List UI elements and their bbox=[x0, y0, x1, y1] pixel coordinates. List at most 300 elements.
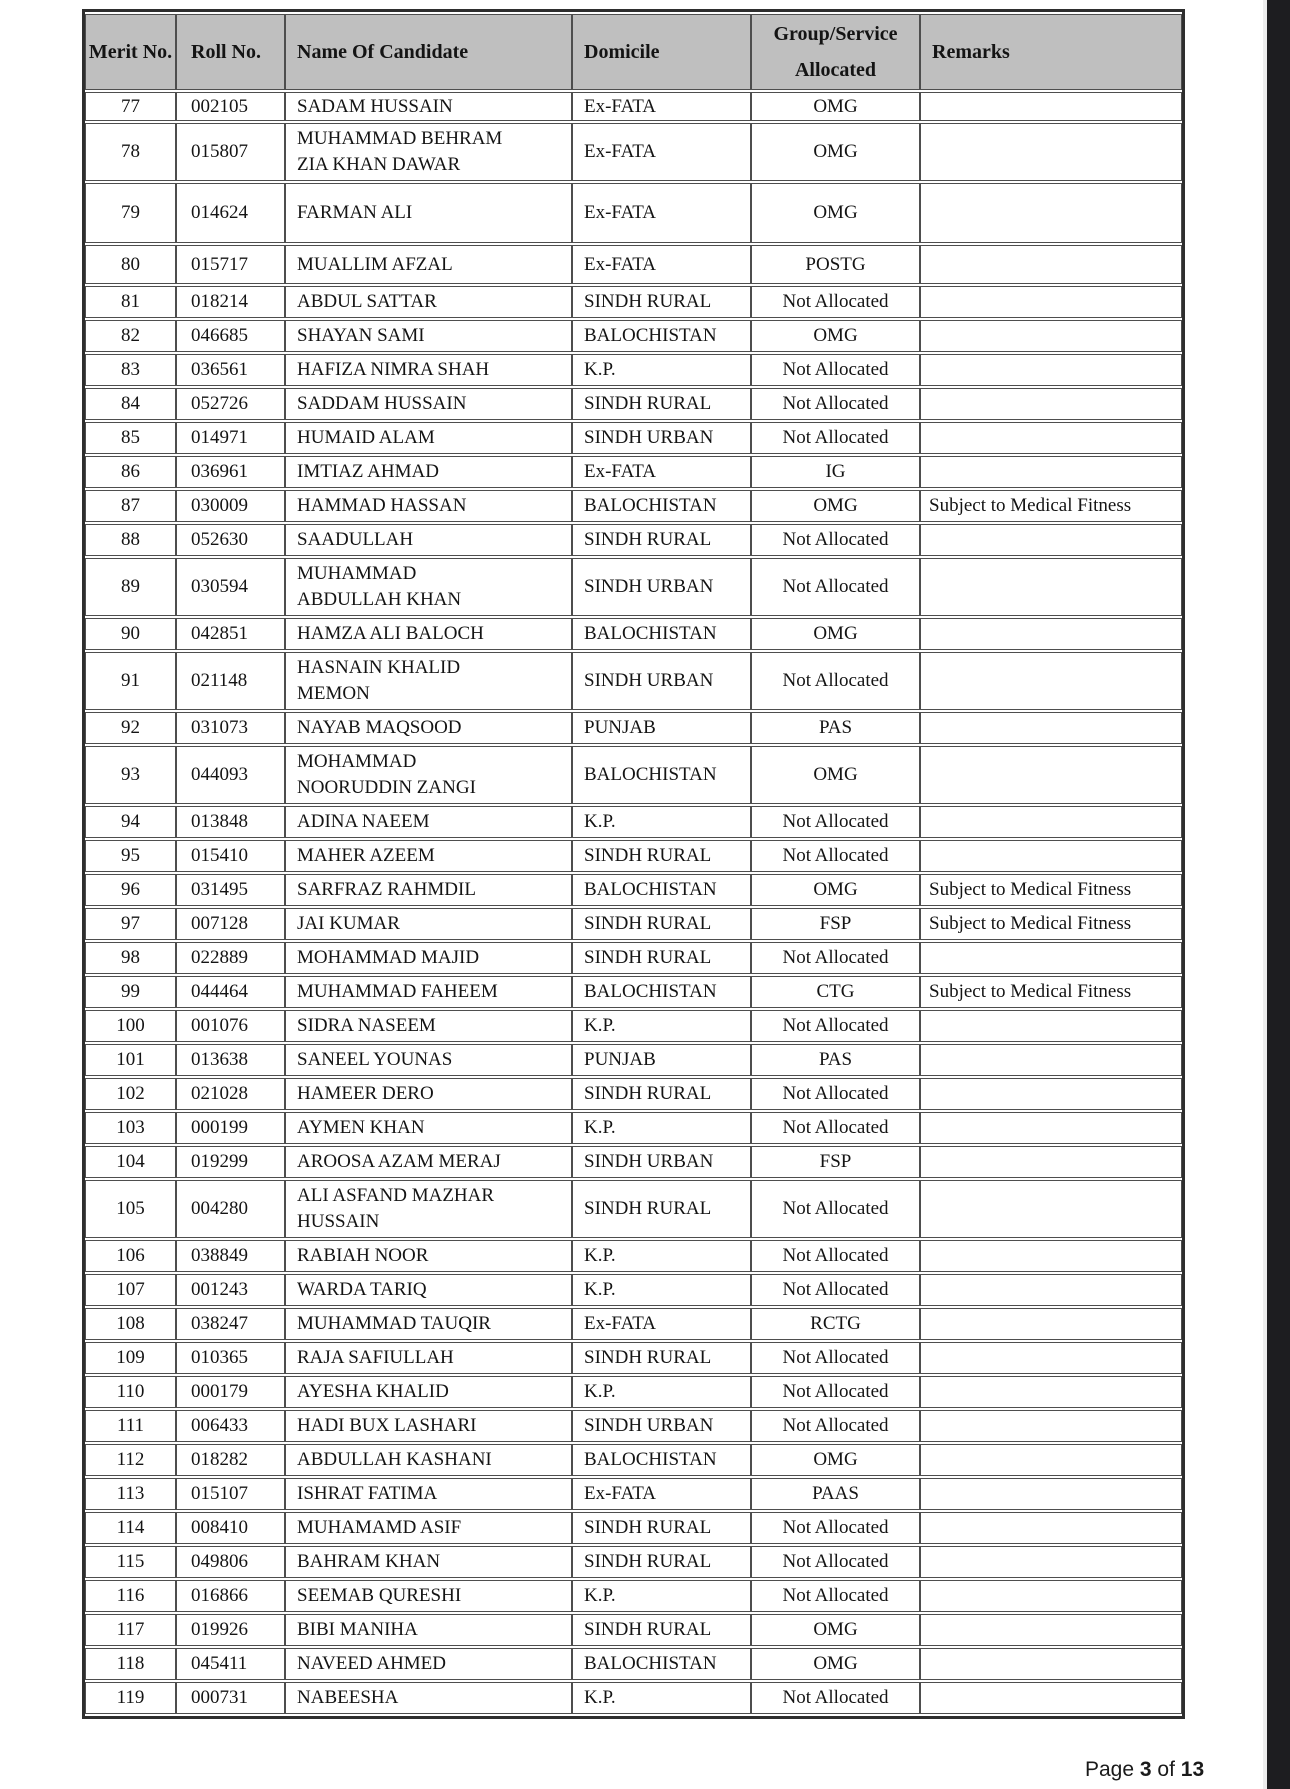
merit-cell: 119 bbox=[85, 1682, 176, 1714]
merit-cell: 99 bbox=[85, 976, 176, 1008]
group-cell: Not Allocated bbox=[751, 1376, 920, 1408]
domicile-cell: Ex-FATA bbox=[572, 1308, 751, 1340]
group-cell: OMG bbox=[751, 490, 920, 522]
domicile-cell: K.P. bbox=[572, 354, 751, 386]
name-cell: MUHAMAMD ASIF bbox=[285, 1512, 572, 1544]
column-header-group: Group/Service Allocated bbox=[751, 14, 920, 90]
table-row bbox=[85, 1010, 1182, 1042]
roll-cell: 021148 bbox=[176, 652, 285, 710]
domicile-cell: BALOCHISTAN bbox=[572, 976, 751, 1008]
domicile-cell: SINDH RURAL bbox=[572, 942, 751, 974]
table-row bbox=[85, 1478, 1182, 1510]
roll-cell: 010365 bbox=[176, 1342, 285, 1374]
group-cell: PAAS bbox=[751, 1478, 920, 1510]
domicile-cell: K.P. bbox=[572, 1682, 751, 1714]
name-cell: HASNAIN KHALID MEMON bbox=[285, 652, 572, 710]
domicile-cell: SINDH RURAL bbox=[572, 1546, 751, 1578]
domicile-cell: PUNJAB bbox=[572, 712, 751, 744]
domicile-cell: SINDH URBAN bbox=[572, 1410, 751, 1442]
table-row bbox=[85, 1546, 1182, 1578]
remarks-cell bbox=[920, 1648, 1182, 1680]
name-cell: HAMMAD HASSAN bbox=[285, 490, 572, 522]
name-cell: SEEMAB QURESHI bbox=[285, 1580, 572, 1612]
merit-cell: 93 bbox=[85, 746, 176, 804]
roll-cell: 016866 bbox=[176, 1580, 285, 1612]
domicile-cell: SINDH RURAL bbox=[572, 1512, 751, 1544]
table-row bbox=[85, 806, 1182, 838]
group-cell: OMG bbox=[751, 320, 920, 352]
group-cell: Not Allocated bbox=[751, 558, 920, 616]
group-cell: OMG bbox=[751, 1614, 920, 1646]
name-cell: SAADULLAH bbox=[285, 524, 572, 556]
roll-cell: 015807 bbox=[176, 123, 285, 181]
group-cell: FSP bbox=[751, 908, 920, 940]
of-label: of bbox=[1157, 1758, 1175, 1781]
domicile-cell: Ex-FATA bbox=[572, 456, 751, 488]
domicile-cell: BALOCHISTAN bbox=[572, 1444, 751, 1476]
domicile-cell: SINDH RURAL bbox=[572, 524, 751, 556]
domicile-cell: K.P. bbox=[572, 1376, 751, 1408]
merit-cell: 117 bbox=[85, 1614, 176, 1646]
name-cell: BIBI MANIHA bbox=[285, 1614, 572, 1646]
domicile-cell: Ex-FATA bbox=[572, 1478, 751, 1510]
table-row bbox=[85, 1180, 1182, 1238]
group-cell: Not Allocated bbox=[751, 1240, 920, 1272]
table-row bbox=[85, 1240, 1182, 1272]
roll-cell: 036561 bbox=[176, 354, 285, 386]
table-row bbox=[85, 1444, 1182, 1476]
remarks-cell bbox=[920, 286, 1182, 318]
table-row bbox=[85, 558, 1182, 616]
remarks-cell bbox=[920, 1444, 1182, 1476]
remarks-cell bbox=[920, 1044, 1182, 1076]
merit-cell: 102 bbox=[85, 1078, 176, 1110]
name-cell: MOHAMMAD NOORUDDIN ZANGI bbox=[285, 746, 572, 804]
group-cell: OMG bbox=[751, 1648, 920, 1680]
name-cell: FARMAN ALI bbox=[285, 183, 572, 243]
remarks-cell bbox=[920, 942, 1182, 974]
group-cell: PAS bbox=[751, 712, 920, 744]
name-cell: MUHAMMAD BEHRAM ZIA KHAN DAWAR bbox=[285, 123, 572, 181]
remarks-cell bbox=[920, 1376, 1182, 1408]
domicile-cell: Ex-FATA bbox=[572, 123, 751, 181]
table-row bbox=[85, 92, 1182, 121]
merit-cell: 94 bbox=[85, 806, 176, 838]
name-cell: MOHAMMAD MAJID bbox=[285, 942, 572, 974]
merit-cell: 92 bbox=[85, 712, 176, 744]
group-cell: OMG bbox=[751, 123, 920, 181]
remarks-cell bbox=[920, 1180, 1182, 1238]
remarks-cell bbox=[920, 1512, 1182, 1544]
merit-cell: 82 bbox=[85, 320, 176, 352]
remarks-cell bbox=[920, 422, 1182, 454]
domicile-cell: Ex-FATA bbox=[572, 92, 751, 121]
remarks-cell bbox=[920, 806, 1182, 838]
table-row bbox=[85, 1342, 1182, 1374]
group-cell: Not Allocated bbox=[751, 388, 920, 420]
table-row bbox=[85, 1512, 1182, 1544]
domicile-cell: SINDH RURAL bbox=[572, 840, 751, 872]
domicile-cell: SINDH URBAN bbox=[572, 652, 751, 710]
remarks-cell: Subject to Medical Fitness bbox=[920, 976, 1182, 1008]
column-header-merit: Merit No. bbox=[85, 14, 176, 90]
roll-cell: 015410 bbox=[176, 840, 285, 872]
domicile-cell: BALOCHISTAN bbox=[572, 320, 751, 352]
merit-cell: 108 bbox=[85, 1308, 176, 1340]
domicile-cell: K.P. bbox=[572, 1010, 751, 1042]
merit-cell: 90 bbox=[85, 618, 176, 650]
roll-cell: 030009 bbox=[176, 490, 285, 522]
table-row bbox=[85, 1614, 1182, 1646]
domicile-cell: BALOCHISTAN bbox=[572, 1648, 751, 1680]
name-cell: SIDRA NASEEM bbox=[285, 1010, 572, 1042]
roll-cell: 030594 bbox=[176, 558, 285, 616]
group-cell: Not Allocated bbox=[751, 354, 920, 386]
roll-cell: 004280 bbox=[176, 1180, 285, 1238]
table-row bbox=[85, 456, 1182, 488]
remarks-cell bbox=[920, 840, 1182, 872]
remarks-cell: Subject to Medical Fitness bbox=[920, 908, 1182, 940]
domicile-cell: SINDH URBAN bbox=[572, 558, 751, 616]
name-cell: SANEEL YOUNAS bbox=[285, 1044, 572, 1076]
domicile-cell: BALOCHISTAN bbox=[572, 874, 751, 906]
group-cell: FSP bbox=[751, 1146, 920, 1178]
roll-cell: 022889 bbox=[176, 942, 285, 974]
remarks-cell bbox=[920, 1682, 1182, 1714]
roll-cell: 002105 bbox=[176, 92, 285, 121]
remarks-cell bbox=[920, 1078, 1182, 1110]
group-cell: CTG bbox=[751, 976, 920, 1008]
group-cell: PAS bbox=[751, 1044, 920, 1076]
remarks-cell bbox=[920, 92, 1182, 121]
merit-cell: 106 bbox=[85, 1240, 176, 1272]
roll-cell: 018214 bbox=[176, 286, 285, 318]
remarks-cell bbox=[920, 1010, 1182, 1042]
remarks-cell bbox=[920, 1308, 1182, 1340]
column-header-name: Name Of Candidate bbox=[285, 14, 572, 90]
domicile-cell: SINDH URBAN bbox=[572, 422, 751, 454]
group-cell: RCTG bbox=[751, 1308, 920, 1340]
roll-cell: 015107 bbox=[176, 1478, 285, 1510]
table-header-row bbox=[85, 14, 1182, 90]
roll-cell: 031495 bbox=[176, 874, 285, 906]
roll-cell: 044464 bbox=[176, 976, 285, 1008]
name-cell: NAYAB MAQSOOD bbox=[285, 712, 572, 744]
roll-cell: 014624 bbox=[176, 183, 285, 243]
roll-cell: 014971 bbox=[176, 422, 285, 454]
name-cell: JAI KUMAR bbox=[285, 908, 572, 940]
table-row bbox=[85, 183, 1182, 243]
remarks-cell bbox=[920, 652, 1182, 710]
page-number: 3 bbox=[1139, 1758, 1152, 1781]
merit-cell: 79 bbox=[85, 183, 176, 243]
remarks-cell bbox=[920, 1112, 1182, 1144]
roll-cell: 013638 bbox=[176, 1044, 285, 1076]
table-row bbox=[85, 874, 1182, 906]
merit-cell: 103 bbox=[85, 1112, 176, 1144]
merit-cell: 83 bbox=[85, 354, 176, 386]
roll-cell: 000179 bbox=[176, 1376, 285, 1408]
merit-cell: 116 bbox=[85, 1580, 176, 1612]
merit-cell: 95 bbox=[85, 840, 176, 872]
merit-cell: 88 bbox=[85, 524, 176, 556]
table-row bbox=[85, 320, 1182, 352]
merit-cell: 115 bbox=[85, 1546, 176, 1578]
roll-cell: 001076 bbox=[176, 1010, 285, 1042]
table-row bbox=[85, 1146, 1182, 1178]
name-cell: HAFIZA NIMRA SHAH bbox=[285, 354, 572, 386]
roll-cell: 013848 bbox=[176, 806, 285, 838]
roll-cell: 019299 bbox=[176, 1146, 285, 1178]
domicile-cell: K.P. bbox=[572, 1274, 751, 1306]
merit-cell: 113 bbox=[85, 1478, 176, 1510]
name-cell: BAHRAM KHAN bbox=[285, 1546, 572, 1578]
table-row bbox=[85, 388, 1182, 420]
name-cell: SADAM HUSSAIN bbox=[285, 92, 572, 121]
remarks-cell bbox=[920, 618, 1182, 650]
table-row bbox=[85, 1648, 1182, 1680]
table-row bbox=[85, 286, 1182, 318]
merit-cell: 98 bbox=[85, 942, 176, 974]
table-row bbox=[85, 746, 1182, 804]
roll-cell: 046685 bbox=[176, 320, 285, 352]
remarks-cell bbox=[920, 1580, 1182, 1612]
column-header-roll: Roll No. bbox=[176, 14, 285, 90]
group-cell: Not Allocated bbox=[751, 840, 920, 872]
merit-cell: 97 bbox=[85, 908, 176, 940]
roll-cell: 006433 bbox=[176, 1410, 285, 1442]
merit-cell: 87 bbox=[85, 490, 176, 522]
roll-cell: 018282 bbox=[176, 1444, 285, 1476]
table-row bbox=[85, 354, 1182, 386]
table-row bbox=[85, 245, 1182, 284]
remarks-cell bbox=[920, 712, 1182, 744]
merit-cell: 85 bbox=[85, 422, 176, 454]
merit-cell: 100 bbox=[85, 1010, 176, 1042]
table-row bbox=[85, 524, 1182, 556]
name-cell: MUHAMMAD ABDULLAH KHAN bbox=[285, 558, 572, 616]
table-row bbox=[85, 1376, 1182, 1408]
domicile-cell: Ex-FATA bbox=[572, 245, 751, 284]
table-row bbox=[85, 1274, 1182, 1306]
merit-cell: 107 bbox=[85, 1274, 176, 1306]
group-cell: OMG bbox=[751, 92, 920, 121]
merit-cell: 110 bbox=[85, 1376, 176, 1408]
table-row bbox=[85, 652, 1182, 710]
table-row bbox=[85, 1682, 1182, 1714]
domicile-cell: K.P. bbox=[572, 806, 751, 838]
viewer-background-strip bbox=[1267, 0, 1290, 1789]
merit-cell: 111 bbox=[85, 1410, 176, 1442]
remarks-cell bbox=[920, 558, 1182, 616]
name-cell: SARFRAZ RAHMDIL bbox=[285, 874, 572, 906]
group-cell: Not Allocated bbox=[751, 1546, 920, 1578]
group-cell: Not Allocated bbox=[751, 286, 920, 318]
table-row bbox=[85, 618, 1182, 650]
merit-cell: 80 bbox=[85, 245, 176, 284]
group-cell: Not Allocated bbox=[751, 1580, 920, 1612]
table-row bbox=[85, 422, 1182, 454]
merit-list-table bbox=[82, 9, 1185, 1719]
group-cell: Not Allocated bbox=[751, 1180, 920, 1238]
domicile-cell: SINDH RURAL bbox=[572, 908, 751, 940]
name-cell: AYMEN KHAN bbox=[285, 1112, 572, 1144]
name-cell: AYESHA KHALID bbox=[285, 1376, 572, 1408]
domicile-cell: BALOCHISTAN bbox=[572, 746, 751, 804]
roll-cell: 038849 bbox=[176, 1240, 285, 1272]
group-cell: Not Allocated bbox=[751, 1512, 920, 1544]
domicile-cell: SINDH RURAL bbox=[572, 388, 751, 420]
roll-cell: 019926 bbox=[176, 1614, 285, 1646]
name-cell: RABIAH NOOR bbox=[285, 1240, 572, 1272]
group-cell: OMG bbox=[751, 618, 920, 650]
domicile-cell: BALOCHISTAN bbox=[572, 490, 751, 522]
remarks-cell bbox=[920, 1342, 1182, 1374]
group-cell: Not Allocated bbox=[751, 652, 920, 710]
domicile-cell: SINDH RURAL bbox=[572, 1078, 751, 1110]
name-cell: HAMEER DERO bbox=[285, 1078, 572, 1110]
merit-cell: 112 bbox=[85, 1444, 176, 1476]
group-cell: Not Allocated bbox=[751, 1078, 920, 1110]
domicile-cell: BALOCHISTAN bbox=[572, 618, 751, 650]
remarks-cell bbox=[920, 1274, 1182, 1306]
table-row bbox=[85, 908, 1182, 940]
page-footer bbox=[1085, 1758, 1204, 1782]
remarks-cell bbox=[920, 1240, 1182, 1272]
remarks-cell bbox=[920, 1146, 1182, 1178]
group-cell: IG bbox=[751, 456, 920, 488]
domicile-cell: K.P. bbox=[572, 1112, 751, 1144]
name-cell: ADINA NAEEM bbox=[285, 806, 572, 838]
roll-cell: 008410 bbox=[176, 1512, 285, 1544]
roll-cell: 021028 bbox=[176, 1078, 285, 1110]
domicile-cell: K.P. bbox=[572, 1580, 751, 1612]
group-cell: Not Allocated bbox=[751, 1010, 920, 1042]
domicile-cell: SINDH RURAL bbox=[572, 1342, 751, 1374]
page-label: Page bbox=[1085, 1758, 1135, 1781]
domicile-cell: PUNJAB bbox=[572, 1044, 751, 1076]
column-header-remarks: Remarks bbox=[920, 14, 1182, 90]
remarks-cell bbox=[920, 320, 1182, 352]
name-cell: MAHER AZEEM bbox=[285, 840, 572, 872]
group-cell: Not Allocated bbox=[751, 422, 920, 454]
name-cell: HADI BUX LASHARI bbox=[285, 1410, 572, 1442]
merit-cell: 89 bbox=[85, 558, 176, 616]
table-row bbox=[85, 712, 1182, 744]
name-cell: SHAYAN SAMI bbox=[285, 320, 572, 352]
name-cell: AROOSA AZAM MERAJ bbox=[285, 1146, 572, 1178]
merit-cell: 118 bbox=[85, 1648, 176, 1680]
domicile-cell: Ex-FATA bbox=[572, 183, 751, 243]
table-row bbox=[85, 976, 1182, 1008]
name-cell: MUHAMMAD FAHEEM bbox=[285, 976, 572, 1008]
remarks-cell bbox=[920, 524, 1182, 556]
roll-cell: 007128 bbox=[176, 908, 285, 940]
remarks-cell bbox=[920, 354, 1182, 386]
remarks-cell bbox=[920, 1546, 1182, 1578]
table-row bbox=[85, 1308, 1182, 1340]
merit-cell: 109 bbox=[85, 1342, 176, 1374]
table-row bbox=[85, 942, 1182, 974]
remarks-cell: Subject to Medical Fitness bbox=[920, 490, 1182, 522]
roll-cell: 031073 bbox=[176, 712, 285, 744]
roll-cell: 052630 bbox=[176, 524, 285, 556]
merit-cell: 96 bbox=[85, 874, 176, 906]
name-cell: IMTIAZ AHMAD bbox=[285, 456, 572, 488]
remarks-cell bbox=[920, 245, 1182, 284]
group-cell: Not Allocated bbox=[751, 1112, 920, 1144]
group-cell: Not Allocated bbox=[751, 1410, 920, 1442]
domicile-cell: SINDH RURAL bbox=[572, 286, 751, 318]
roll-cell: 000199 bbox=[176, 1112, 285, 1144]
roll-cell: 000731 bbox=[176, 1682, 285, 1714]
merit-cell: 86 bbox=[85, 456, 176, 488]
merit-cell: 78 bbox=[85, 123, 176, 181]
remarks-cell bbox=[920, 1614, 1182, 1646]
name-cell: ALI ASFAND MAZHAR HUSSAIN bbox=[285, 1180, 572, 1238]
table-row bbox=[85, 1410, 1182, 1442]
remarks-cell bbox=[920, 123, 1182, 181]
table-row bbox=[85, 490, 1182, 522]
merit-cell: 91 bbox=[85, 652, 176, 710]
remarks-cell bbox=[920, 456, 1182, 488]
group-cell: Not Allocated bbox=[751, 1342, 920, 1374]
remarks-cell bbox=[920, 746, 1182, 804]
roll-cell: 044093 bbox=[176, 746, 285, 804]
table-row bbox=[85, 1078, 1182, 1110]
merit-cell: 84 bbox=[85, 388, 176, 420]
name-cell: NABEESHA bbox=[285, 1682, 572, 1714]
table-row bbox=[85, 1112, 1182, 1144]
total-pages: 13 bbox=[1180, 1758, 1205, 1781]
table-row bbox=[85, 123, 1182, 181]
group-cell: Not Allocated bbox=[751, 806, 920, 838]
group-cell: Not Allocated bbox=[751, 942, 920, 974]
group-cell: OMG bbox=[751, 746, 920, 804]
roll-cell: 049806 bbox=[176, 1546, 285, 1578]
name-cell: HAMZA ALI BALOCH bbox=[285, 618, 572, 650]
domicile-cell: SINDH RURAL bbox=[572, 1614, 751, 1646]
group-cell: OMG bbox=[751, 183, 920, 243]
name-cell: MUHAMMAD TAUQIR bbox=[285, 1308, 572, 1340]
remarks-cell bbox=[920, 1478, 1182, 1510]
group-cell: Not Allocated bbox=[751, 1274, 920, 1306]
merit-cell: 114 bbox=[85, 1512, 176, 1544]
name-cell: WARDA TARIQ bbox=[285, 1274, 572, 1306]
remarks-cell bbox=[920, 388, 1182, 420]
roll-cell: 036961 bbox=[176, 456, 285, 488]
name-cell: ABDUL SATTAR bbox=[285, 286, 572, 318]
group-cell: Not Allocated bbox=[751, 524, 920, 556]
name-cell: NAVEED AHMED bbox=[285, 1648, 572, 1680]
name-cell: ABDULLAH KASHANI bbox=[285, 1444, 572, 1476]
merit-cell: 81 bbox=[85, 286, 176, 318]
name-cell: ISHRAT FATIMA bbox=[285, 1478, 572, 1510]
domicile-cell: K.P. bbox=[572, 1240, 751, 1272]
name-cell: MUALLIM AFZAL bbox=[285, 245, 572, 284]
group-cell: Not Allocated bbox=[751, 1682, 920, 1714]
remarks-cell bbox=[920, 1410, 1182, 1442]
roll-cell: 045411 bbox=[176, 1648, 285, 1680]
table-row bbox=[85, 1580, 1182, 1612]
merit-cell: 77 bbox=[85, 92, 176, 121]
domicile-cell: SINDH URBAN bbox=[572, 1146, 751, 1178]
domicile-cell: SINDH RURAL bbox=[572, 1180, 751, 1238]
table-row bbox=[85, 840, 1182, 872]
roll-cell: 052726 bbox=[176, 388, 285, 420]
merit-cell: 105 bbox=[85, 1180, 176, 1238]
merit-cell: 104 bbox=[85, 1146, 176, 1178]
